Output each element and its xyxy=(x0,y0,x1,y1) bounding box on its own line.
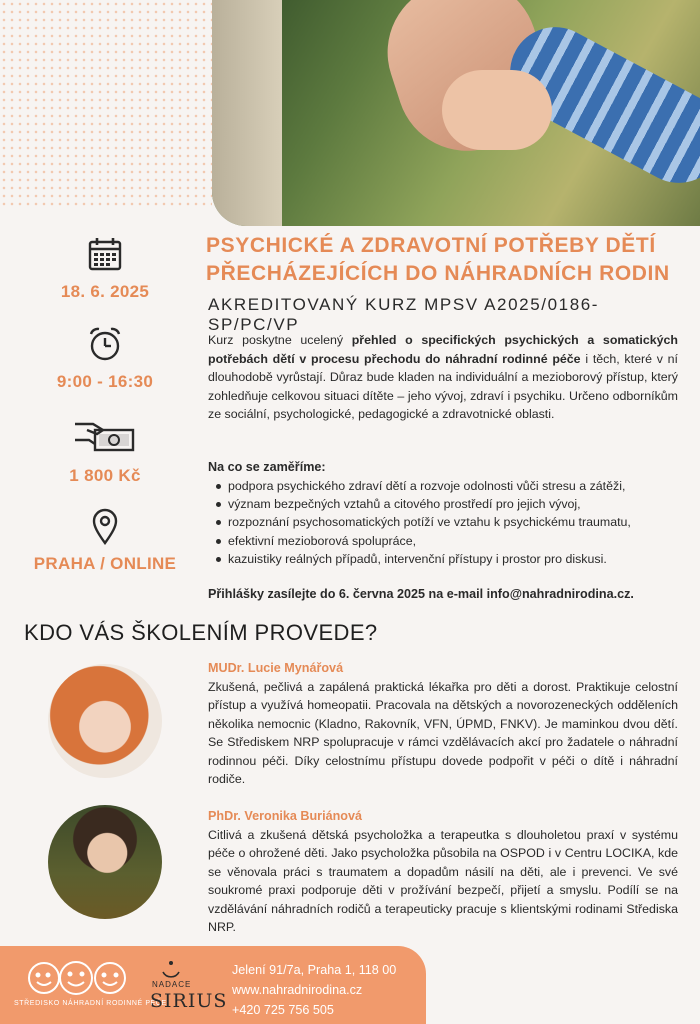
dot-pattern xyxy=(0,0,212,210)
address: Jelení 91/7a, Praha 1, 118 00 xyxy=(232,963,397,977)
nrp-logo-icon xyxy=(26,958,138,998)
footer-bar xyxy=(0,946,426,1024)
trainer-name: PhDr. Veronika Buriánová xyxy=(208,809,362,823)
focus-list xyxy=(214,477,684,568)
event-time: 9:00 - 16:30 xyxy=(56,372,154,391)
trainer-bio: Citlivá a zkušená dětská psycholožka a terapeutka s dlouholetou praxí v systému péče o ohrožené děti. Jako psycholožka působila na OSPOD i v Centru LOCIKA, kde se věnovala práci s traumatem a dopadům násilí na děti, ale i prevenci. Ve své soukromé praxi podporuje děti v prožívání bezpečí, přijetí a smyslu. Podílí se na vzdělávání náhradních rodičů a terapeuticky pracuje s klientskými rodinami Střediska NRP. xyxy=(208,828,678,935)
time-block xyxy=(20,324,190,392)
list-item: význam bezpečných vztahů a citového prostředí pro jejich vývoj, xyxy=(214,495,684,513)
date-block xyxy=(20,234,190,302)
sirius-logo-icon xyxy=(160,958,182,978)
event-place: PRAHA / ONLINE xyxy=(33,554,177,573)
website-link[interactable]: www.nahradnirodina.cz xyxy=(232,983,363,997)
event-date: 18. 6. 2025 xyxy=(60,282,150,301)
application-info: Přihlášky zasílejte do 6. června 2025 na e-mail info@nahradnirodina.cz. xyxy=(208,587,634,601)
price-block xyxy=(20,418,190,486)
focus-heading: Na co se zaměříme: xyxy=(208,460,326,474)
calendar-icon xyxy=(85,234,125,274)
trainers-heading: KDO VÁS ŠKOLENÍM PROVEDE? xyxy=(24,620,378,645)
list-item: rozpoznání psychosomatických potíží ve vztahu k psychickému traumatu, xyxy=(214,513,684,531)
alarm-clock-icon xyxy=(85,324,125,364)
phone[interactable]: +420 725 756 505 xyxy=(232,1003,334,1017)
list-item: podpora psychického zdraví dětí a rozvoje odolnosti vůči stresu a zátěži, xyxy=(214,477,684,495)
course-intro: Kurz poskytne ucelený přehled o specifických psychických a somatických potřebách dětí v procesu přechodu do náhradní rodinné péče i těch, které v ní dlouhodobě vyrůstají. Důraz bude kladen na individuální a mezioborový přístup, který zohledňuje celkovou situaci dítěte – jeho vývoj, zdraví i psychiku. Určeno odborníkům ze sociální, psychologické, pedagogické a zdravotnické oblasti. xyxy=(208,333,679,422)
logo-caption: STŘEDISKO NÁHRADNÍ RODINNÉ PÉČE xyxy=(14,1000,167,1007)
sponsor-label: NADACE xyxy=(152,980,192,989)
trainer-bio: Zkušená, pečlivá a zapálená praktická lékařka pro děti a dorost. Praktikuje celostní přístup a využívá homeopatii. Pracovala na dětských a novorozeneckých odděleních několika nemocnic (Kladno, Rakovník, VFN, ÚPMD, FNKV). Je maminkou dvou dětí. Se Střediskem NRP spolupracuje v rámci vzdělávacích akcí pro žadatele o náhradní rodinnou péči. Díky celostnímu přístupu dovede podpořit v péči o dítě i náhradní rodiče. xyxy=(208,680,678,787)
money-hand-icon xyxy=(73,418,137,458)
avatar xyxy=(48,805,162,919)
course-title: PSYCHICKÉ A ZDRAVOTNÍ POTŘEBY DĚTÍ PŘECHÁZEJÍCÍCH DO NÁHRADNÍCH RODIN xyxy=(206,234,670,285)
event-price: 1 800 Kč xyxy=(69,466,141,485)
contact-block xyxy=(232,960,396,1020)
place-block xyxy=(20,506,190,574)
location-pin-icon xyxy=(85,506,125,546)
course-subtitle: AKREDITOVANÝ KURZ MPSV A2025/0186-SP/PC/VP xyxy=(208,295,600,334)
list-item: kazuistiky reálných případů, intervenční přístupy i prostor pro diskusi. xyxy=(214,550,684,568)
avatar xyxy=(48,664,162,778)
list-item: efektivní mezioborová spolupráce, xyxy=(214,532,684,550)
footer xyxy=(0,946,700,1024)
trainer-name: MUDr. Lucie Mynářová xyxy=(208,661,344,675)
sponsor-name: SIRIUS xyxy=(150,990,228,1012)
hero-photo-holding-hands xyxy=(212,0,700,226)
